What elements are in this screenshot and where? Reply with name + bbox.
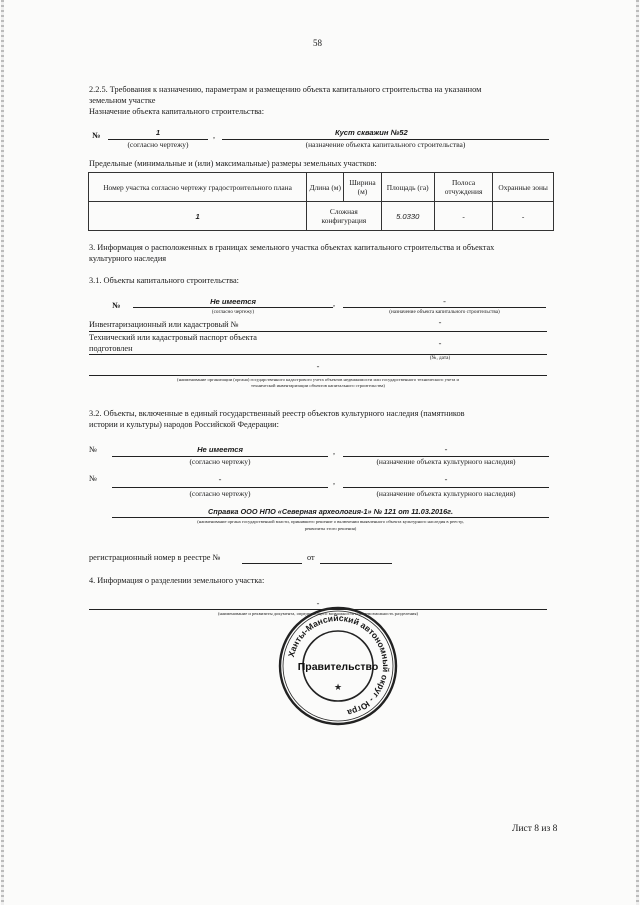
comma: , — [213, 131, 216, 140]
org-caption-1: (наименование организации (органа) государственного кадастрового учета объектов недвижимости или государственного технического учета и — [177, 377, 459, 382]
s31-purpose-line — [343, 307, 546, 308]
section-32-heading-2: истории и культуры) народов Российской Федерации: — [89, 420, 279, 429]
s31-not-available: Не имеется — [210, 297, 256, 306]
s32-comma-1: , — [333, 447, 336, 456]
org-caption-2: технической инвентаризации объектов капитального строительства) — [251, 383, 385, 388]
inventory-label: Инвентаризационный или кадастровый № — [89, 320, 239, 329]
registry-label: регистрационный номер в реестре № — [89, 553, 221, 562]
stamp-ring-text: Ханты-Мансийский автономный округ - Югра — [285, 612, 392, 718]
header-length: Длина (м) — [307, 173, 344, 202]
s32-no-label-2: № — [89, 474, 97, 483]
drawing-value: 1 — [155, 128, 161, 137]
stamp-star-icon: ★ — [333, 682, 343, 692]
header-number: Номер участка согласно чертежу градостроительного плана — [89, 173, 307, 202]
passport-label-2: подготовлен — [89, 344, 133, 353]
section-225-heading-2: земельном участке — [89, 96, 156, 105]
section-3-heading-2: культурного наследия — [89, 254, 167, 263]
cell-area: 5.0330 — [381, 202, 434, 231]
no-label: № — [92, 131, 101, 140]
s32-drawing-caption-1: (согласно чертежу) — [189, 457, 251, 466]
s32-no-label-1: № — [89, 445, 97, 454]
s32-drawing-line-2 — [112, 487, 328, 488]
page-number: 58 — [313, 38, 322, 48]
reference-text: Справка ООО НПО «Северная археология-1» № 121 от 11.03.2016г. — [207, 507, 454, 516]
org-line — [89, 375, 547, 376]
drawing-caption: (согласно чертежу) — [127, 140, 189, 149]
s32-heritage-line-2 — [343, 487, 549, 488]
section-4-dash: - — [316, 599, 320, 608]
official-stamp — [275, 603, 401, 729]
date-caption: (№, дата) — [429, 355, 451, 361]
inventory-line — [89, 331, 547, 332]
stamp-center-text: Правительство — [297, 661, 379, 673]
section-31-heading: 3.1. Объекты капитального строительства: — [89, 276, 239, 285]
section-4-heading: 4. Информация о разделении земельного участка: — [89, 576, 265, 585]
header-strip: Полоса отчуждения — [434, 173, 493, 202]
registry-date-line — [320, 563, 392, 564]
passport-dash: - — [438, 339, 442, 348]
table-row — [89, 202, 554, 231]
reference-line — [112, 517, 549, 518]
sizes-label: Предельные (минимальные и (или) максимальные) размеры земельных участков: — [89, 159, 377, 168]
s32-drawing-caption-2: (согласно чертежу) — [189, 489, 251, 498]
inventory-dash: - — [438, 318, 442, 327]
s31-purpose-caption: (назначение объекта капитального строительства) — [389, 309, 500, 315]
passport-label-1: Технический или кадастровый паспорт объекта — [89, 333, 257, 342]
header-zones: Охранные зоны — [493, 173, 554, 202]
section-4-caption: (наименование и реквизиты документа, определяющего возможность или невозможность разделения) — [217, 611, 419, 616]
header-width: Ширина (м) — [344, 173, 381, 202]
registry-number-line — [242, 563, 302, 564]
scan-edge-left — [1, 0, 4, 905]
s31-purpose-dash: - — [443, 297, 446, 306]
org-dash: - — [316, 362, 320, 371]
cell-number: 1 — [89, 202, 307, 231]
s32-heritage-dash-1: - — [444, 445, 448, 454]
s31-drawing-caption: (согласно чертежу) — [211, 309, 255, 315]
section-32-heading-1: 3.2. Объекты, включенные в единый государственный реестр объектов культурного наследия (памятников — [89, 409, 465, 418]
cell-zones: - — [493, 202, 554, 231]
s32-heritage-dash-2: - — [444, 475, 448, 484]
s32-comma-2: , — [333, 477, 336, 486]
s31-no-label: № — [112, 301, 121, 310]
s32-drawing-dash-2: - — [218, 475, 222, 484]
authority-caption-1: (наименование органа государственной власти, принявшего решение о включении выявленного объекта культурного наследия в реестр, — [197, 519, 464, 524]
section-3-heading-1: 3. Информация о расположенных в границах земельного участка объектах капитального строительства и объектах — [89, 243, 495, 252]
cell-strip: - — [434, 202, 493, 231]
cell-config: Сложная конфигурация — [307, 202, 381, 231]
authority-caption-2: реквизиты этого решения) — [304, 526, 357, 531]
s32-heritage-caption-1: (назначение объекта культурного наследия) — [376, 457, 516, 466]
header-area: Площадь (га) — [381, 173, 434, 202]
table-header-row — [89, 173, 554, 202]
s31-comma: , — [333, 299, 336, 308]
parcel-table — [88, 172, 554, 231]
section-225-heading-1: 2.2.5. Требования к назначению, параметрам и размещению объекта капитального строительства на указанном — [89, 85, 482, 94]
scan-edge-right — [636, 0, 639, 905]
s32-heritage-caption-2: (назначение объекта культурного наследия) — [376, 489, 516, 498]
from-label: от — [307, 553, 315, 562]
s32-not-available: Не имеется — [197, 445, 243, 454]
purpose-value: Куст скважин №52 — [335, 128, 408, 137]
purpose-label: Назначение объекта капитального строительства: — [89, 107, 265, 116]
s31-drawing-line — [133, 307, 333, 308]
sheet-footer: Лист 8 из 8 — [512, 824, 558, 834]
purpose-caption: (назначение объекта капитального строительства) — [305, 140, 466, 149]
